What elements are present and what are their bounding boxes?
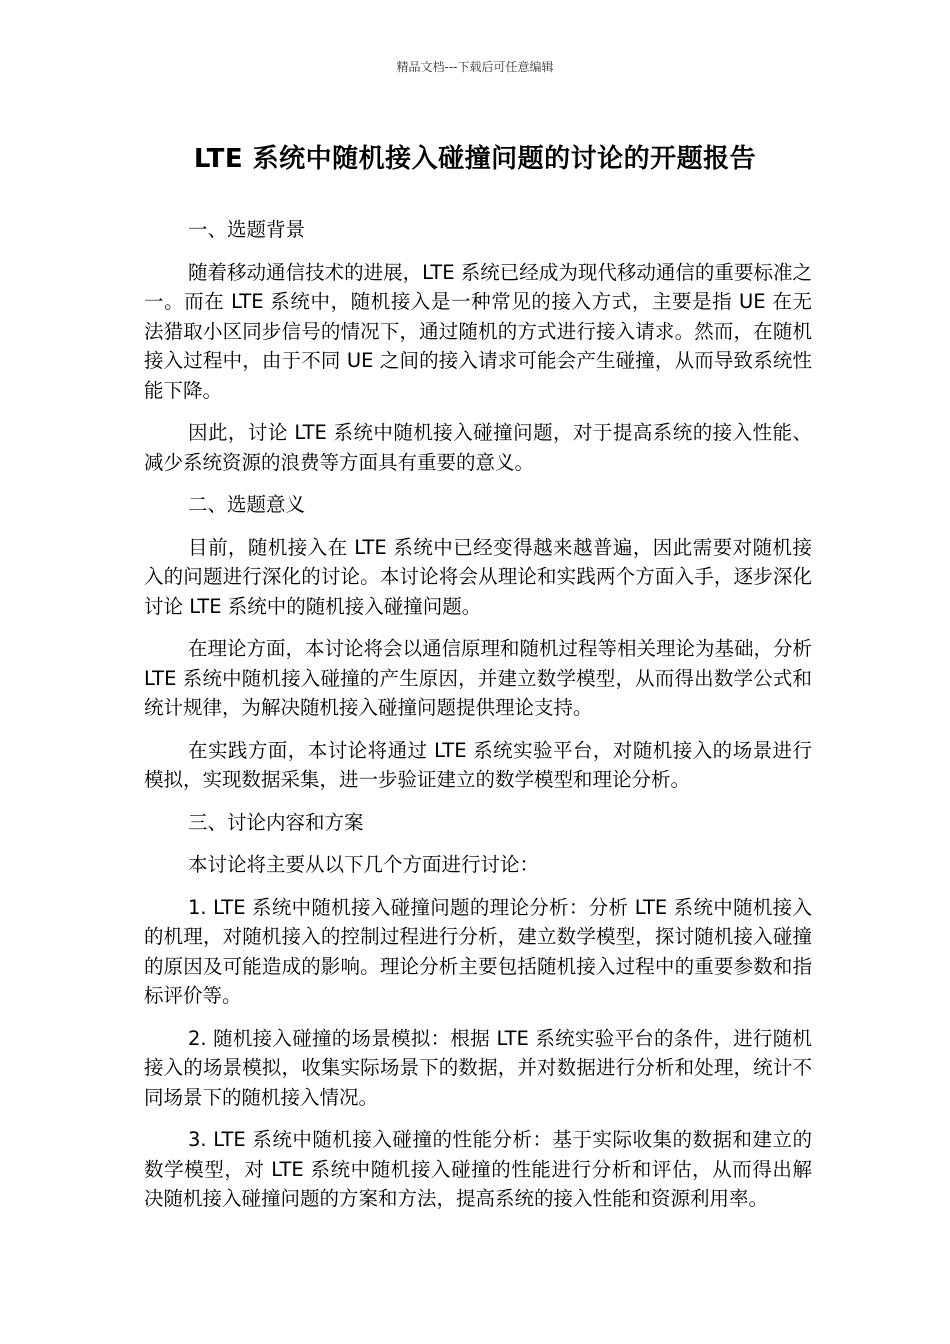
- page-header-watermark: 精品文档---下载后可任意编辑: [396, 60, 554, 74]
- list-item: 3. LTE 系统中随机接入碰撞的性能分析：基于实际收集的数据和建立的数学模型，对 LTE 系统中随机接入碰撞的性能进行分析和评估，从而得出解决随机接入碰撞问题的方案和方法，提高系统的接入性能和资源利用率。: [144, 1128, 812, 1210]
- paragraph: 本讨论将主要从以下几个方面进行讨论：: [188, 853, 540, 876]
- list-item: 1. LTE 系统中随机接入碰撞问题的理论分析：分析 LTE 系统中随机接入的机理，对随机接入的控制过程进行分析，建立数学模型，探讨随机接入碰撞的原因及可能造成的影响。理论分析主要包括随机接入过程中的重要参数和指标评价等。: [144, 895, 812, 1007]
- list-item: 2. 随机接入碰撞的场景模拟：根据 LTE 系统实验平台的条件，进行随机接入的场景模拟，收集实际场景下的数据，并对数据进行分析和处理，统计不同场景下的随机接入情况。: [144, 1026, 812, 1109]
- document-title: LTE 系统中随机接入碰撞问题的讨论的开题报告: [193, 144, 757, 174]
- document-body: [144, 215, 812, 1227]
- section-heading-content-plan: 三、讨论内容和方案: [188, 810, 364, 834]
- paragraph: 在实践方面，本讨论将通过 LTE 系统实验平台，对随机接入的场景进行模拟，实现数据采集，进一步验证建立的数学模型和理论分析。: [144, 738, 812, 791]
- paragraph: 在理论方面，本讨论将会以通信原理和随机过程等相关理论为基础，分析 LTE 系统中随机接入碰撞的产生原因，并建立数学模型，从而得出数学公式和统计规律，为解决随机接入碰撞问题提供理论支持。: [144, 637, 813, 719]
- section-heading-background: 一、选题背景: [188, 218, 306, 241]
- paragraph: 随着移动通信技术的进展，LTE 系统已经成为现代移动通信的重要标准之一。而在 LTE 系统中，随机接入是一种常见的接入方式，主要是指 UE 在无法猎取小区同步信号的情况下，通过随机的方式进行接入请求。然而，在随机接入过程中，由于不同 UE 之间的接入请求可能会产生碰撞，从而导致系统性能下降。: [144, 260, 812, 402]
- section-heading-significance: 二、选题意义: [188, 493, 306, 516]
- paragraph: 目前，随机接入在 LTE 系统中已经变得越来越普遍，因此需要对随机接入的问题进行深化的讨论。本讨论将会从理论和实践两个方面入手，逐步深化讨论 LTE 系统中的随机接入碰撞问题。: [144, 535, 812, 618]
- paragraph: 因此，讨论 LTE 系统中随机接入碰撞问题，对于提高系统的接入性能、减少系统资源的浪费等方面具有重要的意义。: [144, 421, 812, 474]
